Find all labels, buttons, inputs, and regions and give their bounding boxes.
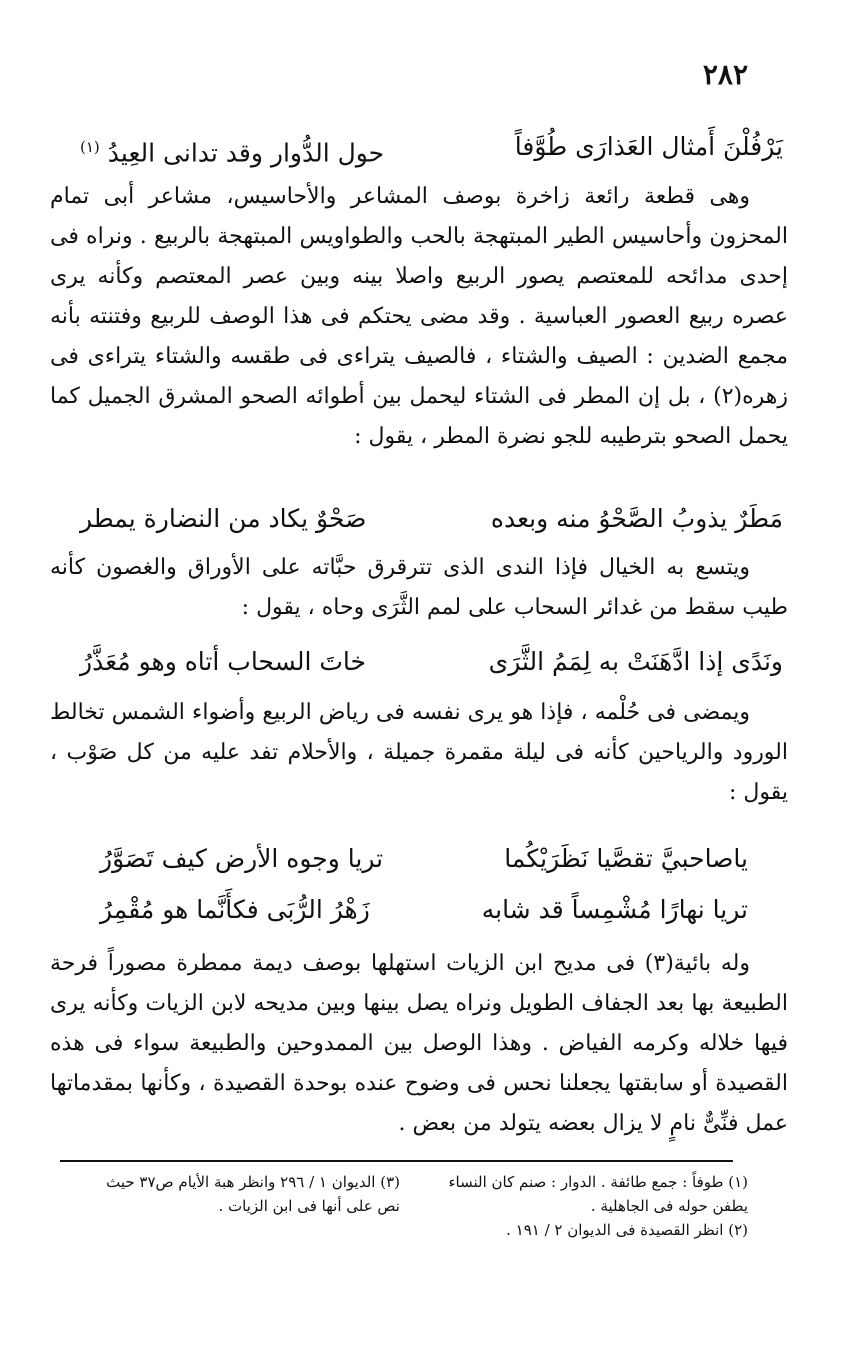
paragraph-text: وله بائية(٣) فى مديح ابن الزيات استهلها بوصف ديمة ممطرة مصوراً فرحة الطبيعة بها بعد الجفاف الطويل ونراه يصل بينها وبين مديحه لابن الزيات وكأنه يرى فيها خلاله وكرمه الفياض . وهذا الوصل بين الممدوحين والطبيعة سواء فى هذه القصيدة أو سابقتها يجعلنا نحس فى وضوح عنده بوحدة القصيدة ، وكأنها بمقدماتها عمل فنِّىٌّ نامٍ لا يزال بعضه يتولد من بعض . xyxy=(50,951,788,1136)
verse-line xyxy=(100,888,748,932)
verse-line xyxy=(80,497,783,541)
footnote-divider xyxy=(60,1160,733,1162)
verse-line xyxy=(100,837,748,881)
paragraph-text: ويتسع به الخيال فإذا الندى الذى تترقرق حبَّاته على الأوراق والغصون كأنه طيب سقط من غدائر السحاب على لمم الثَّرَى وحاه ، يقول : xyxy=(50,555,788,620)
verse-second-hemistich xyxy=(80,125,384,175)
paragraph xyxy=(50,177,788,457)
verse-first-hemistich: ونَدًى إذا ادَّهَنَتْ به لِمَمُ الثَّرَى xyxy=(488,647,783,676)
verse-first-hemistich: يَرْفُلْنَ أَمثال العَذارَى طُوَّفاً xyxy=(514,132,783,161)
verse-line xyxy=(80,640,783,684)
page-number: ٢٨٢ xyxy=(702,58,748,91)
footnote-mark: (١) xyxy=(80,138,100,156)
verse-first-hemistich: تريا نهارًا مُشْمِساً قد شابه xyxy=(481,895,748,924)
paragraph-text: ويمضى فى حُلْمه ، فإذا هو يرى نفسه فى رياض الربيع وأضواء الشمس تخالط الورود والرياحين كأنه فى ليلة مقمرة جميلة ، والأحلام تفد عليه من كل صَوْب ، يقول : xyxy=(50,700,788,805)
footnote-3: (٣) الديوان ١ / ٢٩٦ وانظر هبة الأيام ص٣٧ حيث نص على أنها فى ابن الزيات . xyxy=(106,1173,400,1215)
paragraph-text: وهى قطعة رائعة زاخرة بوصف المشاعر والأحاسيس، مشاعر أبى تمام المحزون وأحاسيس الطير المبتهجة بالحب والطواويس المبتهجة بالربيع . ونراه فى إحدى مدائحه للمعتصم يصور الربيع واصلا بينه وبين عصر المعتصم وكأنه يرى عصره ربيع العصور العباسية . وقد مضى يحتكم فى هذا الوصف للربيع وفتنته بأنه مجمع الضدين : الصيف والشتاء ، فالصيف يتراءى فى طقسه والشتاء يتراءى فى زهره(٢) ، بل إن المطر فى الشتاء ليحمل بين أطوائه الصحو المشرق الجميل كما يحمل الصحو بترطيبه للجو نضرة المطر ، يقول : xyxy=(50,184,788,449)
verse-line xyxy=(80,125,783,169)
footnote-1: (١) طوفاً : جمع طائفة . الدوار : صنم كان النساء يطفن حوله فى الجاهلية . xyxy=(448,1173,748,1215)
footnotes-column-left xyxy=(80,1170,400,1218)
paragraph xyxy=(50,944,788,1144)
footnotes-column-right xyxy=(438,1170,748,1242)
verse-second-text: حول الدُّوار وقد تدانى العِيدُ xyxy=(107,138,385,168)
verse-second-hemistich: صَحْوٌ يكاد من النضارة يمطر xyxy=(80,504,367,533)
footnote-2: (٢) انظر القصيدة فى الديوان ٢ / ١٩١ . xyxy=(506,1221,748,1239)
verse-second-hemistich: تريا وجوه الأرض كيف تَصَوَّرُ xyxy=(100,844,384,873)
verse-first-hemistich: مَطَرٌ يذوبُ الصَّحْوُ منه وبعده xyxy=(490,504,783,533)
verse-second-hemistich: خاتَ السحاب أتاه وهو مُعَذَّرُ xyxy=(80,647,366,676)
paragraph xyxy=(50,548,788,628)
verse-second-hemistich: زَهْرُ الرُّبَى فكأَنَّما هو مُقْمِرُ xyxy=(100,895,370,924)
verse-first-hemistich: ياصاحبيَّ تقصَّيا نَظَرَيْكُما xyxy=(504,844,748,873)
paragraph xyxy=(50,693,788,813)
